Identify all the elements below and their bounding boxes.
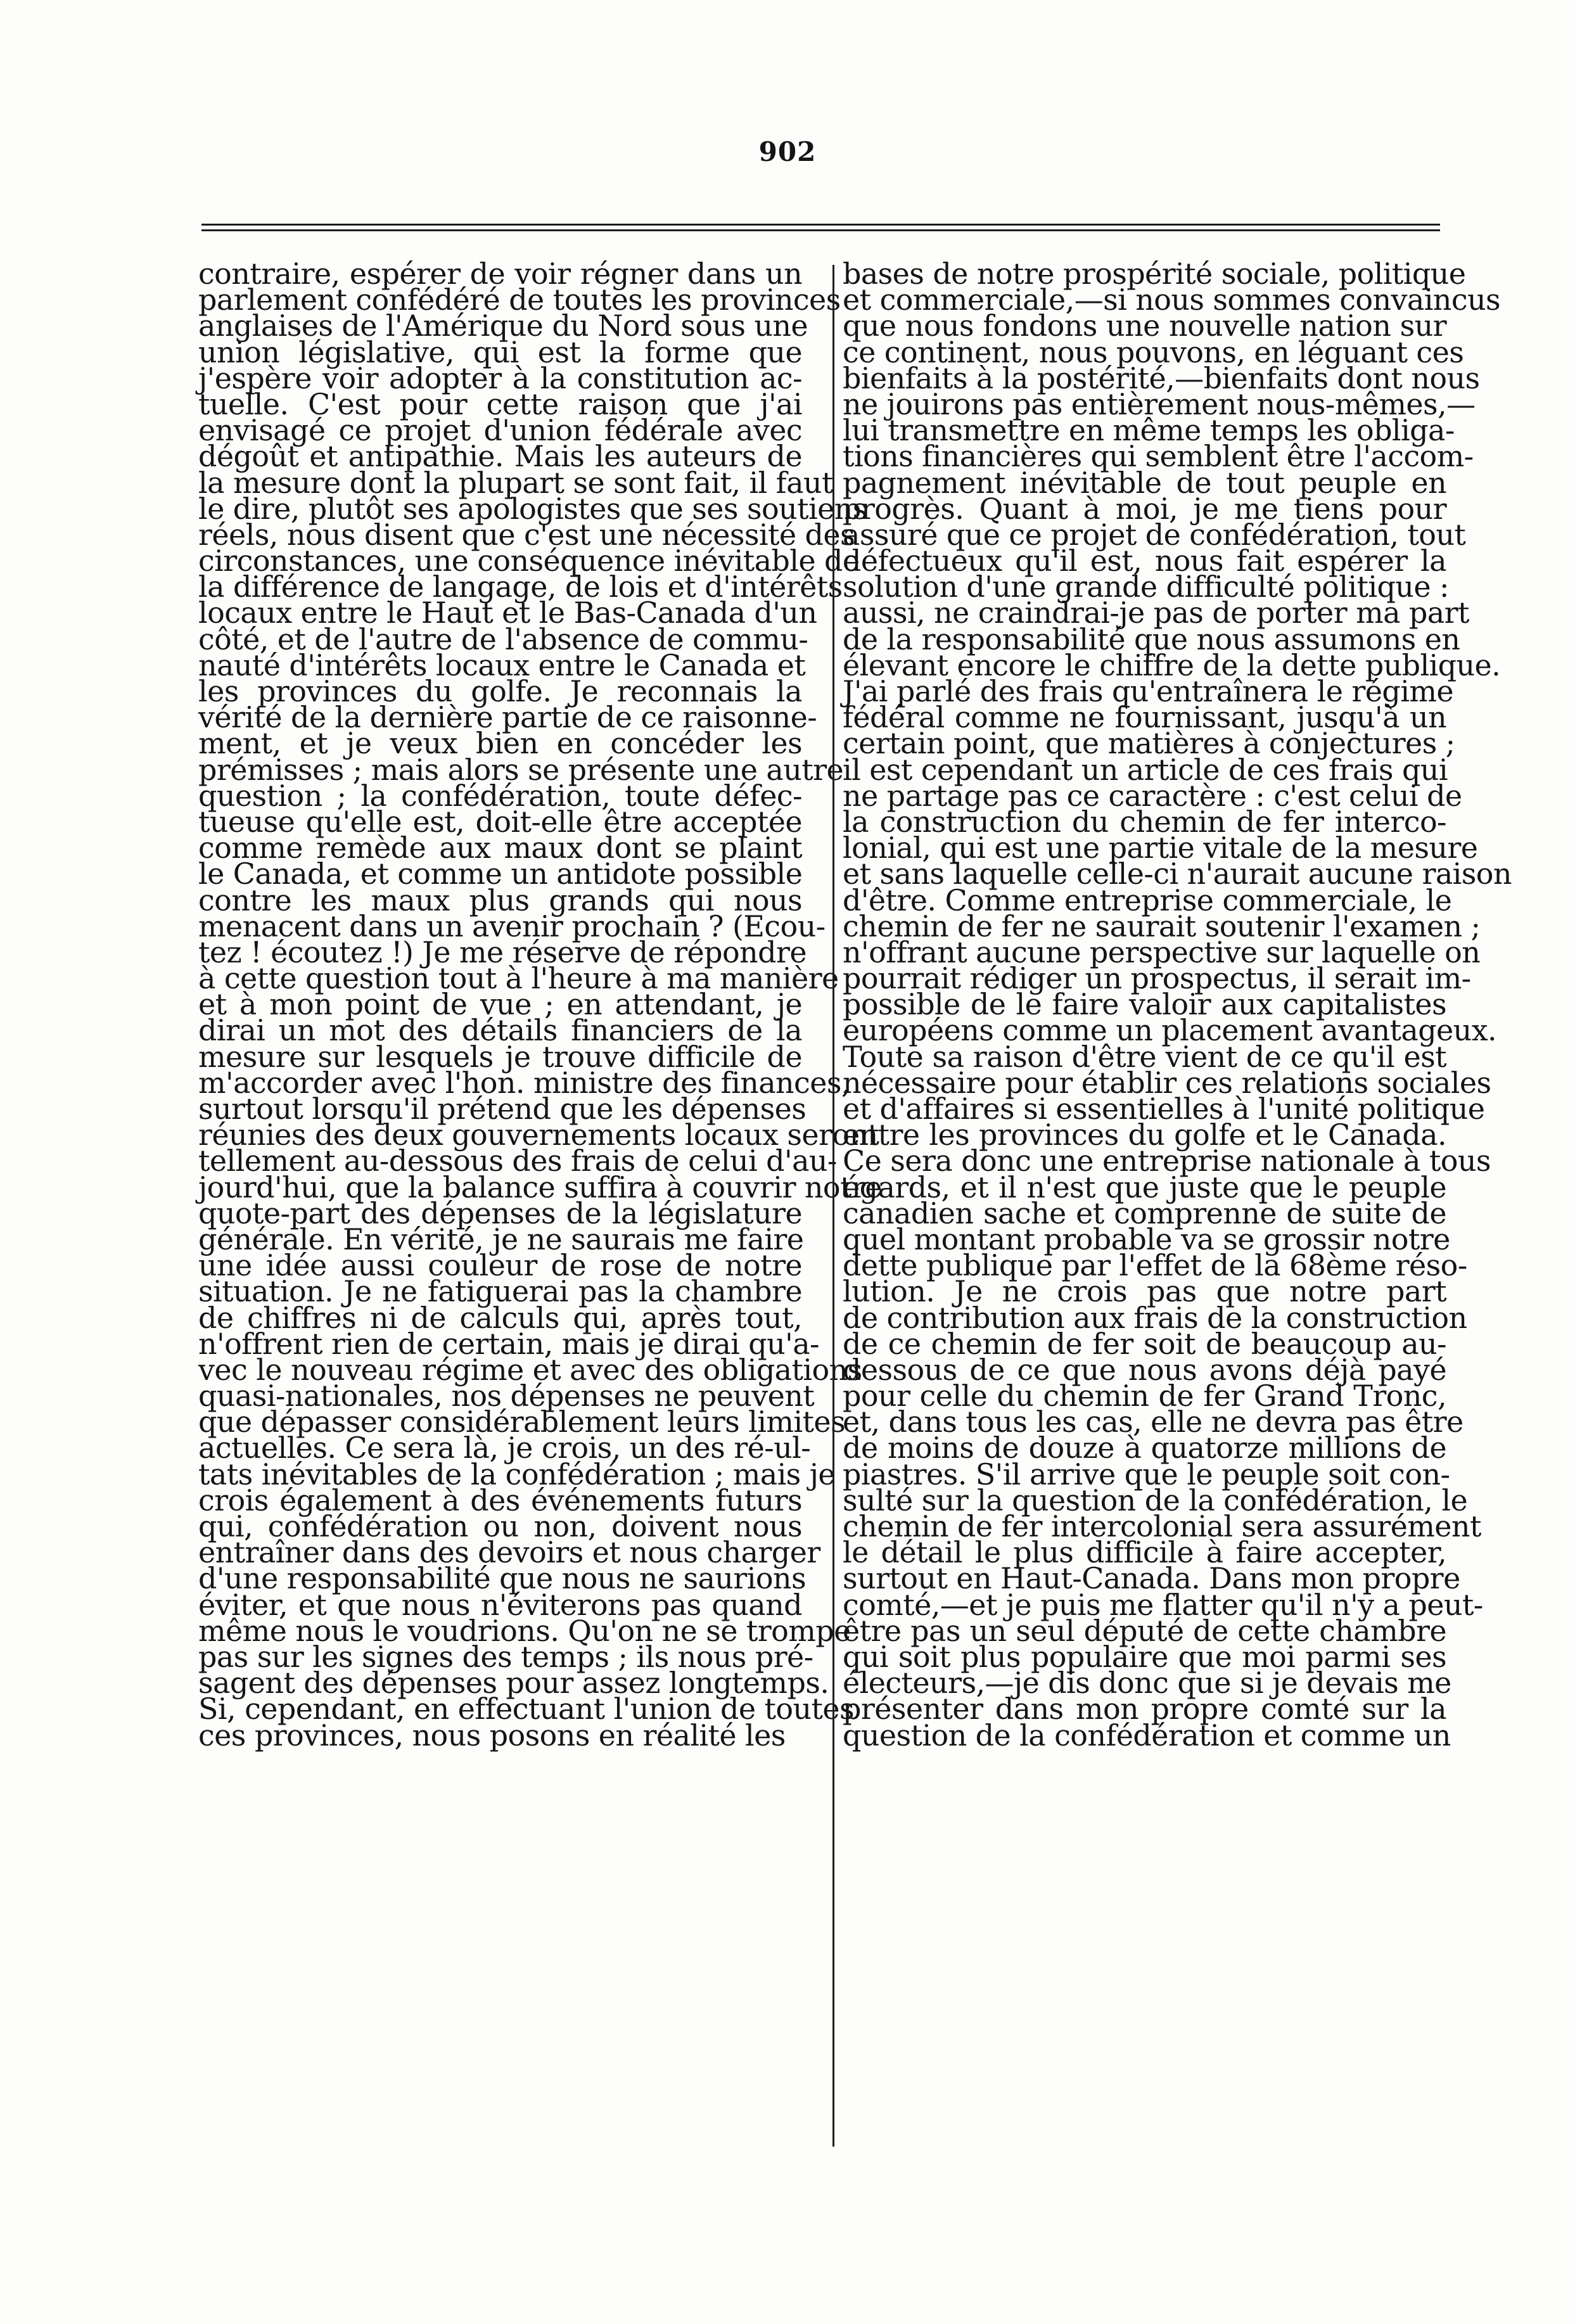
header-rule-bottom	[201, 229, 1440, 231]
text-line: nécessaire pour établir ces relations sociales	[843, 1065, 1491, 1100]
text-line: que nous fondons une nouvelle nation sur	[843, 309, 1446, 343]
column-divider	[832, 265, 834, 2147]
text-line: qui soit plus populaire que moi parmi ses	[843, 1639, 1446, 1674]
right-text-column	[843, 257, 1512, 1753]
text-line: comté,—et je puis me flatter qu'il n'y a peut-	[843, 1587, 1483, 1622]
text-line: question de la confédération et comme un	[843, 1718, 1451, 1753]
text-line: égards, et il n'est que juste que le peuple	[843, 1170, 1446, 1204]
text-line: ces provinces, nous posons en réalité les	[198, 1718, 786, 1753]
text-line: vec le nouveau régime et avec des obligations	[198, 1352, 862, 1387]
left-text-column	[198, 257, 882, 1753]
text-line: pas sur les signes des temps ; ils nous pré-	[198, 1639, 813, 1674]
text-line: jourd'hui, que la balance suffira à couvrir notre	[198, 1170, 882, 1204]
text-line: électeurs,—je dis donc que si je devais me	[843, 1666, 1451, 1701]
text-line: aussi, ne craindrai-je pas de porter ma part	[843, 596, 1469, 630]
text-line: le dire, plutôt ses apologistes que ses soutiens	[198, 491, 867, 526]
text-line: mesure sur lesquels je trouve difficile de	[198, 1039, 802, 1074]
text-line: côté, et de l'autre de l'absence de commu-	[198, 622, 808, 656]
text-line: présenter dans mon propre comté sur la	[843, 1692, 1446, 1727]
text-line: la différence de langage, de lois et d'intérêts	[198, 570, 843, 604]
text-line: ment, et je veux bien en concéder les	[198, 726, 802, 761]
text-line: canadien sache et comprenne de suite de	[843, 1196, 1446, 1230]
text-line: tez ! écoutez !) Je me réserve de répondre	[198, 935, 807, 969]
text-line: Toute sa raison d'être vient de ce qu'il est	[843, 1039, 1446, 1074]
text-line: que dépasser considérablement leurs limites	[198, 1405, 845, 1440]
text-line: lonial, qui est une partie vitale de la mesure	[843, 831, 1478, 865]
text-line: même nous le voudrions. Qu'on ne se trompe	[198, 1613, 851, 1648]
text-line: J'ai parlé des frais qu'entraînera le régime	[843, 674, 1453, 708]
text-line: et sans laquelle celle-ci n'aurait aucune raison	[843, 857, 1512, 891]
text-line: quote-part des dépenses de la législature	[198, 1196, 802, 1230]
text-line: contraire, espérer de voir régner dans un	[198, 257, 802, 291]
text-line: entraîner dans des devoirs et nous charger	[198, 1535, 820, 1570]
text-line: Si, cependant, en effectuant l'union de toutes	[198, 1692, 855, 1727]
text-line: être pas un seul député de cette chambre	[843, 1613, 1446, 1648]
text-line: le Canada, et comme un antidote possible	[198, 857, 803, 891]
text-line: entre les provinces du golfe et le Canada.	[843, 1118, 1446, 1152]
text-line: quasi-nationales, nos dépenses ne peuvent	[198, 1379, 815, 1414]
text-line: crois également à des événements futurs	[198, 1483, 802, 1517]
text-line: Ce sera donc une entreprise nationale à tous	[843, 1144, 1491, 1178]
text-line: défectueux qu'il est, nous fait espérer la	[843, 544, 1446, 578]
text-line: anglaises de l'Amérique du Nord sous une	[198, 309, 808, 343]
text-line: m'accorder avec l'hon. ministre des finances,	[198, 1065, 850, 1100]
text-line: actuelles. Ce sera là, je crois, un des ré-ul-	[198, 1431, 811, 1465]
header-rule-top	[201, 224, 1440, 226]
text-line: surtout lorsqu'il prétend que les dépenses	[198, 1092, 807, 1126]
text-line: dégoût et antipathie. Mais les auteurs de	[198, 439, 802, 474]
text-line: fédéral comme ne fournissant, jusqu'à un	[843, 700, 1446, 735]
text-line: envisagé ce projet d'union fédérale avec	[198, 413, 802, 448]
text-line: de la responsabilité que nous assumons en	[843, 622, 1460, 656]
text-line: chemin de fer ne saurait soutenir l'examen ;	[843, 909, 1481, 943]
text-line: d'être. Comme entreprise commerciale, le	[843, 883, 1452, 917]
text-line: contre les maux plus grands qui nous	[198, 883, 802, 917]
text-line: élevant encore le chiffre de la dette publique.	[843, 648, 1501, 682]
text-line: bienfaits à la postérité,—bienfaits dont nous	[843, 361, 1480, 395]
text-line: situation. Je ne fatiguerai pas la chambre	[198, 1274, 802, 1309]
text-line: locaux entre le Haut et le Bas-Canada d'un	[198, 596, 817, 630]
text-line: à cette question tout à l'heure à ma manière	[198, 961, 839, 996]
text-line: d'une responsabilité que nous ne saurions	[198, 1561, 806, 1596]
text-line: pour celle du chemin de fer Grand Tronc,	[843, 1379, 1446, 1414]
text-line: vérité de la dernière partie de ce raisonne-	[198, 700, 817, 735]
text-line: assuré que ce projet de confédération, tout	[843, 517, 1466, 552]
text-line: et d'affaires si essentielles à l'unité politique	[843, 1092, 1485, 1126]
text-line: n'offrent rien de certain, mais je dirai qu'a-	[198, 1326, 819, 1361]
text-line: nauté d'intérêts locaux entre le Canada et	[198, 648, 806, 682]
text-line: question ; la confédération, toute défec-	[198, 778, 802, 813]
text-line: de ce chemin de fer soit de beaucoup au-	[843, 1326, 1446, 1361]
text-line: qui, confédération ou non, doivent nous	[198, 1509, 802, 1543]
text-line: les provinces du golfe. Je reconnais la	[198, 674, 802, 708]
text-line: sulté sur la question de la confédération, le	[843, 1483, 1468, 1517]
text-line: réunies des deux gouvernements locaux seront	[198, 1118, 879, 1152]
text-line: éviter, et que nous n'éviterons pas quand	[198, 1587, 802, 1622]
text-line: tions financières qui semblent être l'accom-	[843, 439, 1474, 474]
text-line: dirai un mot des détails financiers de la	[198, 1013, 802, 1048]
text-line: certain point, que matières à conjectures ;	[843, 726, 1455, 761]
text-line: pourrait rédiger un prospectus, il serait im-	[843, 961, 1471, 996]
text-line: sagent des dépenses pour assez longtemps.	[198, 1666, 829, 1701]
text-line: le détail le plus difficile à faire accepter,	[843, 1535, 1446, 1570]
text-line: une idée aussi couleur de rose de notre	[198, 1248, 802, 1283]
text-line: et, dans tous les cas, elle ne devra pas être	[843, 1405, 1463, 1440]
text-line: solution d'une grande difficulté politique :	[843, 570, 1449, 604]
text-line: j'espère voir adopter à la constitution ac-	[198, 361, 802, 395]
text-line: tuelle. C'est pour cette raison que j'ai	[198, 386, 802, 421]
text-line: de moins de douze à quatorze millions de	[843, 1431, 1446, 1465]
text-line: dette publique par l'effet de la 68ème réso-	[843, 1248, 1467, 1283]
text-line: il est cependant un article de ces frais qui	[843, 752, 1448, 787]
text-line: la construction du chemin de fer interco-	[843, 804, 1446, 839]
text-line: prémisses ; mais alors se présente une autre	[198, 752, 844, 787]
text-line: et commerciale,—si nous sommes convaincus	[843, 283, 1501, 317]
text-line: tueuse qu'elle est, doit-elle être acceptée	[198, 804, 802, 839]
text-line: lution. Je ne crois pas que notre part	[843, 1274, 1446, 1309]
text-line: bases de notre prospérité sociale, politique	[843, 257, 1466, 291]
text-line: lui transmettre en même temps les obliga-	[843, 413, 1455, 448]
text-line: piastres. S'il arrive que le peuple soit con-	[843, 1457, 1450, 1491]
text-line: tats inévitables de la confédération ; mais je	[198, 1457, 835, 1491]
page-number: 902	[758, 136, 817, 167]
text-line: tellement au-dessous des frais de celui d'au-	[198, 1144, 837, 1178]
text-line: menacent dans un avenir prochain ? (Ecou-	[198, 909, 826, 943]
text-line: possible de le faire valoir aux capitalistes	[843, 987, 1446, 1022]
text-line: de contribution aux frais de la construction	[843, 1300, 1467, 1335]
text-line: de chiffres ni de calculs qui, après tout,	[198, 1300, 802, 1335]
text-line: et à mon point de vue ; en attendant, je	[198, 987, 802, 1022]
text-line: la mesure dont la plupart se sont fait, il faut	[198, 465, 833, 500]
text-line: union législative, qui est la forme que	[198, 335, 802, 369]
text-line: comme remède aux maux dont se plaint	[198, 831, 802, 865]
text-line: pagnement inévitable de tout peuple en	[843, 465, 1446, 500]
text-line: chemin de fer intercolonial sera assurément	[843, 1509, 1481, 1543]
text-line: ne partage pas ce caractère : c'est celui de	[843, 778, 1462, 813]
text-line: générale. En vérité, je ne saurais me faire	[198, 1222, 804, 1256]
text-line: ne jouirons pas entièrement nous-mêmes,—	[843, 386, 1476, 421]
text-line: parlement confédéré de toutes les provinces	[198, 283, 841, 317]
text-line: surtout en Haut-Canada. Dans mon propre	[843, 1561, 1460, 1596]
text-line: progrès. Quant à moi, je me tiens pour	[843, 491, 1446, 526]
text-line: européens comme un placement avantageux.	[843, 1013, 1497, 1048]
text-line: n'offrant aucune perspective sur laquelle on	[843, 935, 1481, 969]
text-line: quel montant probable va se grossir notre	[843, 1222, 1450, 1256]
text-line: ce continent, nous pouvons, en léguant ces	[843, 335, 1464, 369]
text-line: circonstances, une conséquence inévitable de	[198, 544, 860, 578]
text-line: dessous de ce que nous avons déjà payé	[843, 1352, 1446, 1387]
text-line: réels, nous disent que c'est une nécessité des	[198, 517, 855, 552]
